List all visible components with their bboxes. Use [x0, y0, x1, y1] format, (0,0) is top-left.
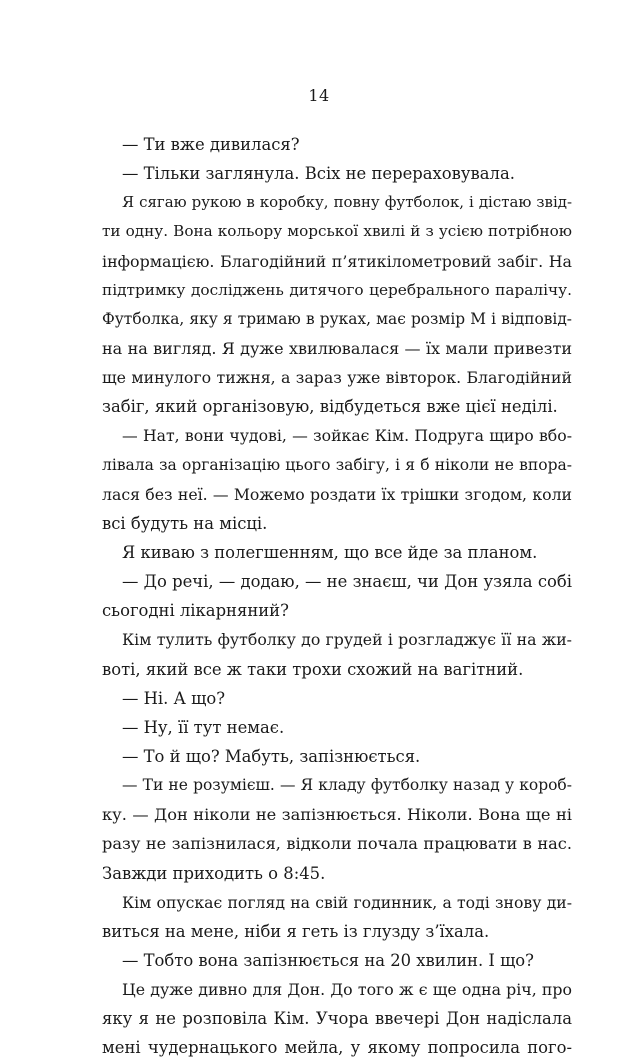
- text-line: Футболка, яку я тримаю в руках, має розмір М і відповід-: [102, 309, 572, 328]
- text-line: разу не запізнилася, відколи почала працювати в нас.: [102, 834, 572, 854]
- text-line: — Ти не розумієш. — Я кладу футболку назад у короб-: [122, 776, 572, 795]
- text-line: виться на мене, ніби я геть із глузду з’їхала.: [102, 921, 490, 941]
- text-line: — Ні. А що?: [122, 688, 226, 708]
- text-line: всі будуть на місці.: [102, 513, 268, 533]
- text-line: Це дуже дивно для Дон. До того ж є ще одна річ, про: [122, 980, 572, 1000]
- text-line: мені чудернацького мейла, у якому попросила пого-: [102, 1038, 572, 1058]
- text-line: сьогодні лікарняний?: [102, 601, 289, 621]
- text-line: Завжди приходить о 8:45.: [102, 863, 326, 883]
- page-number: 14: [308, 86, 330, 105]
- text-line: ти одну. Вона кольору морської хвилі й з усією потрібною: [102, 222, 572, 241]
- text-line: — То й що? Мабуть, запізнюється.: [122, 746, 421, 766]
- text-line: — Тільки заглянула. Всіх не перераховувала.: [122, 164, 515, 184]
- text-line: Кім тулить футболку до грудей і розгладжує її на жи-: [122, 630, 572, 650]
- text-line: інформацією. Благодійний п’ятикілометровий забіг. На: [102, 251, 572, 271]
- text-line: ку. — Дон ніколи не запізнюється. Ніколи. Вона ще ні: [102, 805, 572, 825]
- text-line: лівала за організацію цього забігу, і я б ніколи не впора-: [102, 455, 572, 474]
- text-line: лася без неї. — Можемо роздати їх трішки згодом, коли: [102, 484, 572, 504]
- text-line: забіг, який організовую, відбудеться вже цієї неділі.: [102, 397, 558, 417]
- text-line: — Ну, її тут немає.: [122, 717, 285, 737]
- body-text: [102, 130, 572, 1063]
- text-line: воті, який все ж таки трохи схожий на вагітний.: [102, 659, 524, 679]
- text-line: Кім опускає погляд на свій годинник, а тоді знову ди-: [122, 892, 572, 912]
- text-line: Я киваю з полегшенням, що все йде за планом.: [122, 542, 538, 562]
- text-line: — До речі, — додаю, — не знаєш, чи Дон узяла собі: [122, 572, 572, 592]
- text-line: — Тобто вона запізнюється на 20 хвилин. І що?: [122, 950, 534, 970]
- text-line: — Ти вже дивилася?: [122, 135, 300, 154]
- text-line: Я сягаю рукою в коробку, повну футболок, і дістаю звід-: [122, 193, 572, 212]
- text-line: — Нат, вони чудові, — зойкає Кім. Подруга щиро вбо-: [122, 426, 572, 446]
- text-line: підтримку досліджень дитячого церебрального паралічу.: [102, 280, 572, 299]
- text-line: яку я не розповіла Кім. Учора ввечері Дон надіслала: [102, 1009, 572, 1029]
- text-line: на на вигляд. Я дуже хвилювалася — їх мали привезти: [102, 338, 572, 358]
- text-line: ще минулого тижня, а зараз уже вівторок. Благодійний: [102, 368, 572, 388]
